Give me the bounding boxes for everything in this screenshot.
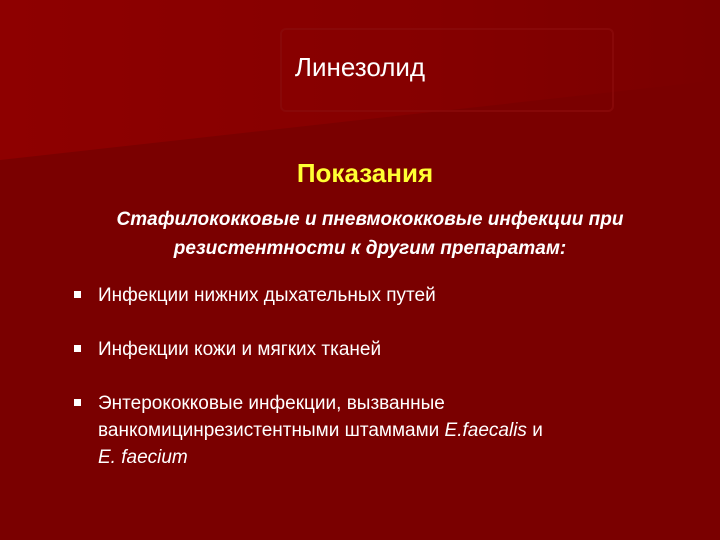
indications-list — [72, 282, 672, 498]
list-item — [72, 336, 672, 363]
slide-title-text: Линезолид — [294, 52, 426, 82]
intro-text: Стафилококковые и пневмококковые инфекции при резистентности к другим препаратам: — [116, 209, 624, 259]
list-item — [72, 282, 672, 309]
list-item-text: Энтерококковые инфекции, вызванные ванкомицинрезистентными штаммами — [98, 393, 445, 441]
list-item — [72, 390, 672, 471]
square-bullet-icon — [74, 291, 81, 298]
species-name: E.faecalis — [444, 420, 527, 441]
list-item-text: Инфекции кожи и мягких тканей — [98, 339, 382, 360]
species-name: E. faecium — [98, 447, 188, 468]
square-bullet-icon — [74, 399, 81, 406]
square-bullet-icon — [74, 345, 81, 352]
slide-title — [0, 52, 720, 83]
section-heading: Показания — [296, 158, 434, 188]
conjunction: и — [526, 420, 543, 441]
list-item-text: Инфекции нижних дыхательных путей — [98, 285, 436, 306]
